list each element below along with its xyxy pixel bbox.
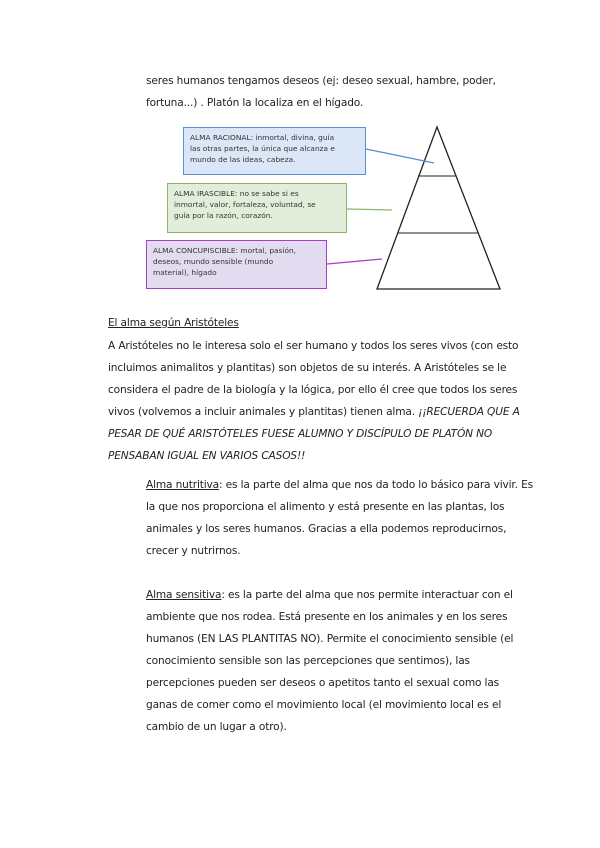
connector-concupiscible <box>327 259 382 264</box>
connector-irascible <box>347 209 392 210</box>
nutritiva-line: crecer y nutrirnos. <box>146 545 241 557</box>
nutritiva-first-rest: : es la parte del alma que nos da todo lo básico para vivir. Es <box>219 479 534 491</box>
box-racional-line: ALMA RACIONAL: inmortal, divina, guía <box>190 133 335 142</box>
paragraph-text: vivos (volvemos a incluir animales y plantitas) tienen alma. <box>108 406 419 418</box>
intro-line-2: fortuna...) . Platón la localiza en el hígado. <box>146 97 364 109</box>
box-concupiscible-line: ALMA CONCUPISCIBLE: mortal, pasión, <box>153 246 297 255</box>
intro-line-1: seres humanos tengamos deseos (ej: deseo sexual, hambre, poder, <box>146 75 496 87</box>
sensitiva-line-1 <box>146 589 513 601</box>
sensitiva-line: conocimiento sensible son las percepciones que sentimos), las <box>146 655 470 667</box>
pyramid-outline <box>377 127 500 289</box>
box-alma-concupiscible <box>146 240 327 289</box>
sensitiva-line: cambio de un lugar a otro). <box>146 721 287 733</box>
box-alma-irascible <box>167 183 347 233</box>
box-irascible-line: inmortal, valor, fortaleza, voluntad, se <box>174 200 316 209</box>
term-alma-nutritiva: Alma nutritiva <box>146 479 220 491</box>
paragraph-line <box>108 406 520 418</box>
connector-racional <box>366 149 434 163</box>
term-alma-sensitiva: Alma sensitiva <box>146 589 222 601</box>
nutritiva-line: animales y los seres humanos. Gracias a ella podemos reproducirnos, <box>146 523 507 535</box>
paragraph-line: A Aristóteles no le interesa solo el ser humano y todos los seres vivos (con esto <box>108 340 519 352</box>
sensitiva-line: percepciones pueden ser deseos o apetitos tanto el sexual como las <box>146 677 500 689</box>
section-heading-aristoteles: El alma según Aristóteles <box>108 317 239 329</box>
emphasis-line: PENSABAN IGUAL EN VARIOS CASOS!! <box>108 450 306 462</box>
sensitiva-first-rest: : es la parte del alma que nos permite interactuar con el <box>221 589 513 601</box>
box-concupiscible-line: deseos, mundo sensible (mundo <box>153 257 274 266</box>
box-irascible-line: ALMA IRASCIBLE: no se sabe si es <box>174 189 299 198</box>
box-racional-line: las otras partes, la única que alcanza e <box>190 144 335 153</box>
box-racional-line: mundo de las ideas, cabeza. <box>190 155 296 164</box>
box-concupiscible-line: material), hígado <box>153 268 217 277</box>
sensitiva-line: ambiente que nos rodea. Está presente en los animales y en los seres <box>146 611 508 623</box>
emphasis-line: PESAR DE QUÉ ARISTÓTELES FUESE ALUMNO Y DISCÍPULO DE PLATÓN NO <box>108 428 493 440</box>
paragraph-line: considera el padre de la biología y la lógica, por ello él cree que todos los seres <box>108 384 518 396</box>
nutritiva-line-1 <box>146 479 533 491</box>
box-alma-racional <box>183 127 366 175</box>
box-irascible-line: guía por la razón, corazón. <box>174 211 273 220</box>
emphasis-text: ¡¡RECUERDA QUE A <box>418 406 520 418</box>
sensitiva-line: humanos (EN LAS PLANTITAS NO). Permite el conocimiento sensible (el <box>146 633 514 645</box>
paragraph-line: incluimos animalitos y plantitas) son objetos de su interés. A Aristóteles se le <box>108 362 507 374</box>
nutritiva-line: la que nos proporciona el alimento y está presente en las plantas, los <box>146 501 505 513</box>
sensitiva-line: ganas de comer como el movimiento local (el movimiento local es el <box>146 699 502 711</box>
